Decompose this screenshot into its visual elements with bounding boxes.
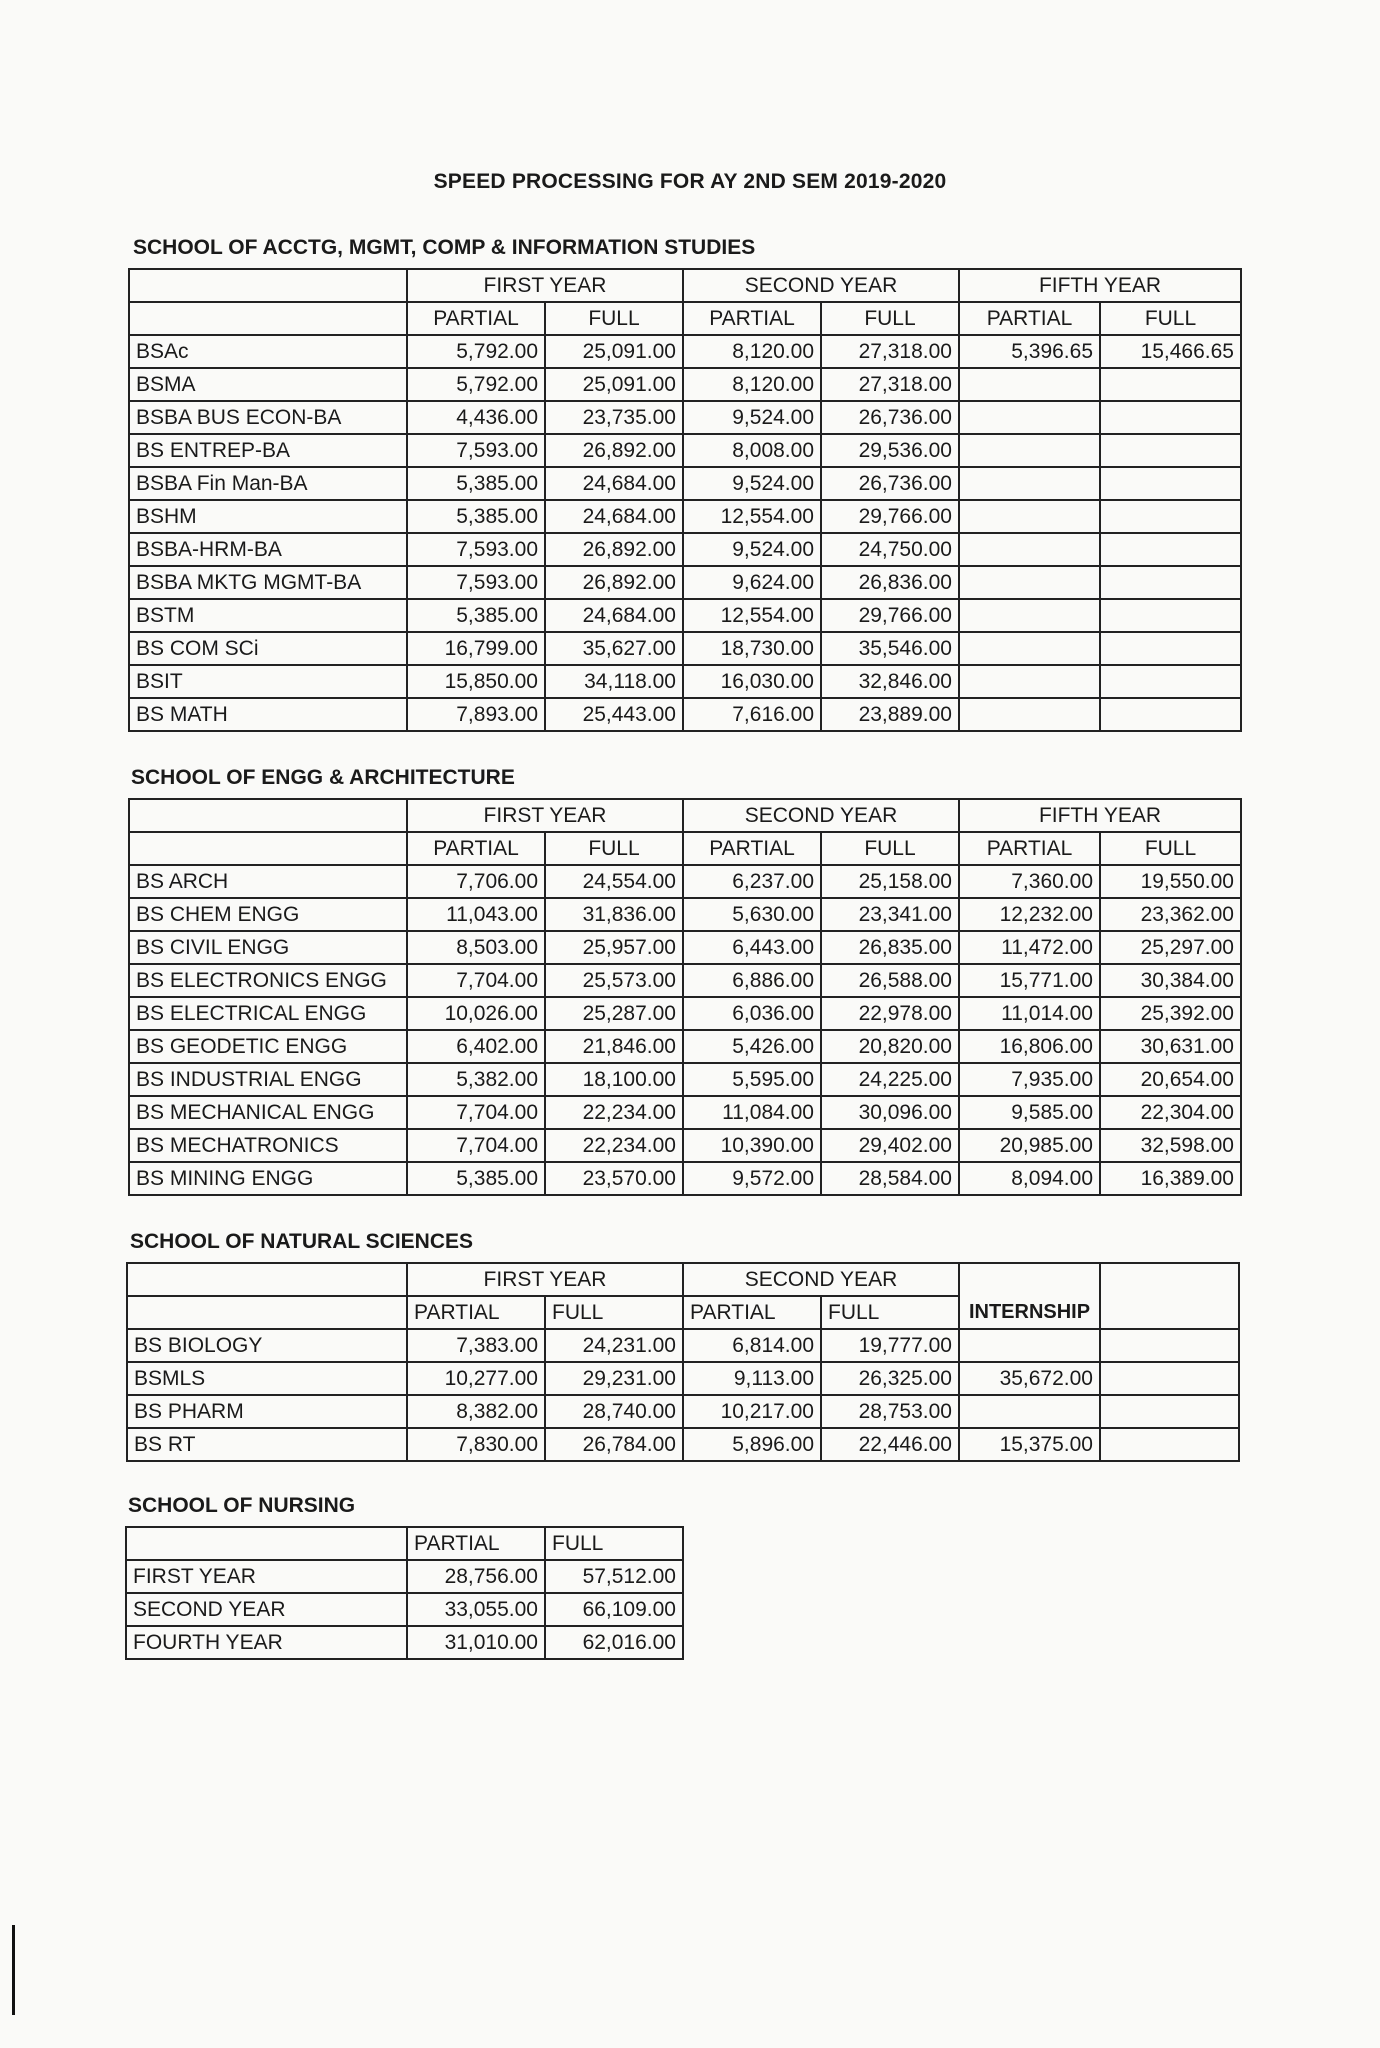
fee-cell xyxy=(959,500,1100,533)
fee-cell: 26,892.00 xyxy=(545,434,683,467)
table-row xyxy=(126,1560,683,1593)
table-row xyxy=(129,566,1241,599)
fee-cell: 16,806.00 xyxy=(959,1030,1100,1063)
fee-cell: 8,120.00 xyxy=(683,335,821,368)
fee-cell: 26,892.00 xyxy=(545,566,683,599)
table-row xyxy=(129,898,1241,931)
column-header: FULL xyxy=(1100,832,1241,865)
fee-cell: 9,524.00 xyxy=(683,401,821,434)
fee-cell: 8,382.00 xyxy=(407,1395,545,1428)
fee-cell: 21,846.00 xyxy=(545,1030,683,1063)
fee-cell: 8,120.00 xyxy=(683,368,821,401)
fee-cell: 7,360.00 xyxy=(959,865,1100,898)
fee-cell: 9,524.00 xyxy=(683,467,821,500)
fee-cell: 7,593.00 xyxy=(407,533,545,566)
program-name: BSBA-HRM-BA xyxy=(129,533,407,566)
group-header: FIFTH YEAR xyxy=(959,269,1241,302)
fee-cell: 22,234.00 xyxy=(545,1129,683,1162)
fee-cell xyxy=(959,698,1100,731)
table-row xyxy=(129,533,1241,566)
empty-cell xyxy=(1100,1428,1239,1461)
page-title: SPEED PROCESSING FOR AY 2ND SEM 2019-2020 xyxy=(433,170,947,193)
fee-cell: 25,392.00 xyxy=(1100,997,1241,1030)
fee-cell: 25,443.00 xyxy=(545,698,683,731)
program-name: SECOND YEAR xyxy=(126,1593,407,1626)
fee-cell: 9,113.00 xyxy=(683,1362,821,1395)
table-row xyxy=(129,368,1241,401)
program-name: BS MINING ENGG xyxy=(129,1162,407,1195)
column-header: FULL xyxy=(821,832,959,865)
fee-cell: 35,627.00 xyxy=(545,632,683,665)
fee-cell: 5,595.00 xyxy=(683,1063,821,1096)
fee-cell xyxy=(1100,632,1241,665)
program-name: BS COM SCi xyxy=(129,632,407,665)
fee-cell: 31,836.00 xyxy=(545,898,683,931)
program-name: BSMA xyxy=(129,368,407,401)
program-name: BS MATH xyxy=(129,698,407,731)
fee-cell: 5,382.00 xyxy=(407,1063,545,1096)
fee-cell: 4,436.00 xyxy=(407,401,545,434)
table-row xyxy=(129,434,1241,467)
column-header: FULL xyxy=(545,302,683,335)
fee-cell: 15,466.65 xyxy=(1100,335,1241,368)
fee-cell: 23,735.00 xyxy=(545,401,683,434)
table-subheader-row xyxy=(129,302,1241,335)
header-blank xyxy=(127,1296,407,1329)
fee-cell: 9,585.00 xyxy=(959,1096,1100,1129)
column-header: PARTIAL xyxy=(683,1296,821,1329)
fee-cell: 25,091.00 xyxy=(545,368,683,401)
fee-cell: 19,550.00 xyxy=(1100,865,1241,898)
column-header: PARTIAL xyxy=(959,832,1100,865)
fee-cell: 30,096.00 xyxy=(821,1096,959,1129)
fee-cell xyxy=(1100,500,1241,533)
fee-cell: 7,893.00 xyxy=(407,698,545,731)
fee-cell: 10,217.00 xyxy=(683,1395,821,1428)
table-header-row xyxy=(129,799,1241,832)
fee-cell: 26,784.00 xyxy=(545,1428,683,1461)
fee-cell: 9,572.00 xyxy=(683,1162,821,1195)
section-heading-natsci: SCHOOL OF NATURAL SCIENCES xyxy=(130,1230,474,1253)
fee-cell: 5,385.00 xyxy=(407,1162,545,1195)
table-acctg xyxy=(128,268,1242,732)
table-row xyxy=(129,401,1241,434)
table-header-row xyxy=(127,1263,1239,1296)
fee-cell: 29,231.00 xyxy=(545,1362,683,1395)
fee-cell: 23,341.00 xyxy=(821,898,959,931)
column-header: PARTIAL xyxy=(959,302,1100,335)
fee-cell: 9,524.00 xyxy=(683,533,821,566)
fee-cell: 5,630.00 xyxy=(683,898,821,931)
program-name: BS RT xyxy=(127,1428,407,1461)
fee-cell: 25,573.00 xyxy=(545,964,683,997)
empty-cell xyxy=(1100,1362,1239,1395)
fee-cell xyxy=(1100,665,1241,698)
table-row xyxy=(129,1096,1241,1129)
fee-cell: 6,886.00 xyxy=(683,964,821,997)
fee-cell: 20,985.00 xyxy=(959,1129,1100,1162)
fee-cell: 7,593.00 xyxy=(407,566,545,599)
fee-cell: 6,402.00 xyxy=(407,1030,545,1063)
fee-cell: 8,094.00 xyxy=(959,1162,1100,1195)
fee-cell: 20,820.00 xyxy=(821,1030,959,1063)
program-name: FIRST YEAR xyxy=(126,1560,407,1593)
table-natsci xyxy=(126,1262,1240,1462)
fee-cell: 5,385.00 xyxy=(407,467,545,500)
fee-cell: 10,390.00 xyxy=(683,1129,821,1162)
table-row xyxy=(129,865,1241,898)
fee-cell: 27,318.00 xyxy=(821,368,959,401)
column-header: PARTIAL xyxy=(407,302,545,335)
column-header: PARTIAL xyxy=(683,832,821,865)
program-name: BSMLS xyxy=(127,1362,407,1395)
fee-cell: 29,402.00 xyxy=(821,1129,959,1162)
fee-cell: 8,503.00 xyxy=(407,931,545,964)
table-row xyxy=(129,665,1241,698)
table-engg xyxy=(128,798,1242,1196)
fee-cell: 11,472.00 xyxy=(959,931,1100,964)
fee-cell: 6,814.00 xyxy=(683,1329,821,1362)
fee-cell xyxy=(959,566,1100,599)
fee-cell: 34,118.00 xyxy=(545,665,683,698)
header-blank xyxy=(129,832,407,865)
fee-cell: 11,014.00 xyxy=(959,997,1100,1030)
fee-cell: 5,792.00 xyxy=(407,368,545,401)
table-row xyxy=(129,1063,1241,1096)
table-header-row xyxy=(129,269,1241,302)
program-name: BS ELECTRICAL ENGG xyxy=(129,997,407,1030)
program-name: BSBA Fin Man-BA xyxy=(129,467,407,500)
fee-cell xyxy=(959,467,1100,500)
program-name: BS BIOLOGY xyxy=(127,1329,407,1362)
fee-cell: 27,318.00 xyxy=(821,335,959,368)
section-heading-nursing: SCHOOL OF NURSING xyxy=(128,1494,356,1517)
fee-cell: 5,396.65 xyxy=(959,335,1100,368)
program-name: BS CIVIL ENGG xyxy=(129,931,407,964)
column-header: PARTIAL xyxy=(407,1527,545,1560)
fee-cell: 5,426.00 xyxy=(683,1030,821,1063)
fee-cell: 28,756.00 xyxy=(407,1560,545,1593)
section-heading-acctg: SCHOOL OF ACCTG, MGMT, COMP & INFORMATION STUDIES xyxy=(133,236,756,259)
fee-cell: 25,957.00 xyxy=(545,931,683,964)
program-name: BS ARCH xyxy=(129,865,407,898)
fee-cell: 7,935.00 xyxy=(959,1063,1100,1096)
fee-cell xyxy=(1100,533,1241,566)
table-row xyxy=(127,1395,1239,1428)
fee-cell: 7,704.00 xyxy=(407,964,545,997)
table-row xyxy=(129,1162,1241,1195)
program-name: BSTM xyxy=(129,599,407,632)
fee-cell: 26,892.00 xyxy=(545,533,683,566)
group-header: FIRST YEAR xyxy=(407,1263,683,1296)
program-name: BSBA MKTG MGMT-BA xyxy=(129,566,407,599)
fee-cell xyxy=(959,1329,1100,1362)
program-name: BS GEODETIC ENGG xyxy=(129,1030,407,1063)
fee-cell: 30,384.00 xyxy=(1100,964,1241,997)
column-header: FULL xyxy=(821,302,959,335)
fee-cell: 62,016.00 xyxy=(545,1626,683,1659)
fee-cell: 10,277.00 xyxy=(407,1362,545,1395)
header-blank xyxy=(126,1527,407,1560)
fee-cell xyxy=(959,665,1100,698)
fee-cell: 24,231.00 xyxy=(545,1329,683,1362)
fee-cell: 29,536.00 xyxy=(821,434,959,467)
program-name: BS MECHATRONICS xyxy=(129,1129,407,1162)
fee-cell xyxy=(1100,698,1241,731)
fee-cell: 26,836.00 xyxy=(821,566,959,599)
fee-cell: 26,736.00 xyxy=(821,401,959,434)
fee-cell: 22,446.00 xyxy=(821,1428,959,1461)
fee-cell: 16,799.00 xyxy=(407,632,545,665)
program-name: BSAc xyxy=(129,335,407,368)
fee-cell: 7,704.00 xyxy=(407,1096,545,1129)
fee-cell: 31,010.00 xyxy=(407,1626,545,1659)
program-name: BSHM xyxy=(129,500,407,533)
fee-cell: 12,554.00 xyxy=(683,599,821,632)
empty-cell xyxy=(1100,1329,1239,1362)
table-row xyxy=(129,632,1241,665)
table-body xyxy=(129,865,1241,1195)
program-name: BS PHARM xyxy=(127,1395,407,1428)
program-name: BS CHEM ENGG xyxy=(129,898,407,931)
fee-cell: 16,030.00 xyxy=(683,665,821,698)
fee-cell: 23,570.00 xyxy=(545,1162,683,1195)
group-header: FIRST YEAR xyxy=(407,269,683,302)
fee-cell: 24,554.00 xyxy=(545,865,683,898)
column-header: FULL xyxy=(545,1527,683,1560)
fee-cell: 23,889.00 xyxy=(821,698,959,731)
group-header: SECOND YEAR xyxy=(683,1263,959,1296)
fee-cell: 7,383.00 xyxy=(407,1329,545,1362)
table-row xyxy=(129,467,1241,500)
table-body xyxy=(126,1560,683,1659)
fee-cell: 24,225.00 xyxy=(821,1063,959,1096)
fee-cell xyxy=(959,533,1100,566)
table-row xyxy=(126,1626,683,1659)
fee-cell: 30,631.00 xyxy=(1100,1030,1241,1063)
fee-cell: 8,008.00 xyxy=(683,434,821,467)
fee-cell: 24,684.00 xyxy=(545,467,683,500)
table-body xyxy=(127,1329,1239,1461)
fee-cell: 12,232.00 xyxy=(959,898,1100,931)
group-header: SECOND YEAR xyxy=(683,799,959,832)
fee-cell: 6,443.00 xyxy=(683,931,821,964)
fee-cell: 28,584.00 xyxy=(821,1162,959,1195)
fee-cell xyxy=(1100,368,1241,401)
program-name: BS INDUSTRIAL ENGG xyxy=(129,1063,407,1096)
table-subheader-row xyxy=(126,1527,683,1560)
fee-cell: 5,385.00 xyxy=(407,500,545,533)
program-name: BS ELECTRONICS ENGG xyxy=(129,964,407,997)
fee-cell xyxy=(1100,434,1241,467)
fee-cell: 22,304.00 xyxy=(1100,1096,1241,1129)
table-row xyxy=(129,997,1241,1030)
program-name: FOURTH YEAR xyxy=(126,1626,407,1659)
fee-cell: 12,554.00 xyxy=(683,500,821,533)
table-row xyxy=(126,1593,683,1626)
fee-cell: 26,736.00 xyxy=(821,467,959,500)
column-header: FULL xyxy=(545,1296,683,1329)
fee-cell: 5,385.00 xyxy=(407,599,545,632)
fee-cell: 26,588.00 xyxy=(821,964,959,997)
table-body xyxy=(129,335,1241,731)
fee-cell: 7,706.00 xyxy=(407,865,545,898)
fee-cell: 11,043.00 xyxy=(407,898,545,931)
table-row xyxy=(129,335,1241,368)
fee-cell: 20,654.00 xyxy=(1100,1063,1241,1096)
header-blank xyxy=(129,269,407,302)
fee-cell: 6,237.00 xyxy=(683,865,821,898)
fee-cell: 32,598.00 xyxy=(1100,1129,1241,1162)
fee-cell: 15,771.00 xyxy=(959,964,1100,997)
empty-cell xyxy=(1100,1395,1239,1428)
fee-cell: 7,830.00 xyxy=(407,1428,545,1461)
fee-cell: 23,362.00 xyxy=(1100,898,1241,931)
fee-cell: 28,740.00 xyxy=(545,1395,683,1428)
program-name: BS ENTREP-BA xyxy=(129,434,407,467)
table-row xyxy=(129,698,1241,731)
fee-cell: 35,672.00 xyxy=(959,1362,1100,1395)
table-row xyxy=(129,1030,1241,1063)
column-header: FULL xyxy=(1100,302,1241,335)
table-row xyxy=(127,1428,1239,1461)
fee-cell: 29,766.00 xyxy=(821,599,959,632)
fee-cell: 32,846.00 xyxy=(821,665,959,698)
table-row xyxy=(129,1129,1241,1162)
fee-cell: 22,978.00 xyxy=(821,997,959,1030)
header-blank xyxy=(129,302,407,335)
table-nursing xyxy=(125,1526,684,1660)
fee-cell: 29,766.00 xyxy=(821,500,959,533)
fee-cell: 19,777.00 xyxy=(821,1329,959,1362)
fee-cell: 5,792.00 xyxy=(407,335,545,368)
fee-cell xyxy=(959,434,1100,467)
fee-cell: 25,158.00 xyxy=(821,865,959,898)
fee-cell: 24,684.00 xyxy=(545,599,683,632)
table-row xyxy=(129,931,1241,964)
fee-cell xyxy=(1100,599,1241,632)
fee-cell: 25,091.00 xyxy=(545,335,683,368)
fee-cell: 5,896.00 xyxy=(683,1428,821,1461)
table-row xyxy=(129,599,1241,632)
program-name: BSIT xyxy=(129,665,407,698)
program-name: BSBA BUS ECON-BA xyxy=(129,401,407,434)
fee-cell: 7,616.00 xyxy=(683,698,821,731)
fee-cell: 10,026.00 xyxy=(407,997,545,1030)
margin-mark xyxy=(12,1925,15,2015)
program-name: BS MECHANICAL ENGG xyxy=(129,1096,407,1129)
table-row xyxy=(127,1362,1239,1395)
column-header: FULL xyxy=(821,1296,959,1329)
column-header: PARTIAL xyxy=(683,302,821,335)
fee-cell: 24,684.00 xyxy=(545,500,683,533)
fee-cell: 7,704.00 xyxy=(407,1129,545,1162)
fee-cell: 9,624.00 xyxy=(683,566,821,599)
fee-cell: 22,234.00 xyxy=(545,1096,683,1129)
fee-cell: 6,036.00 xyxy=(683,997,821,1030)
fee-cell: 33,055.00 xyxy=(407,1593,545,1626)
table-row xyxy=(129,964,1241,997)
fee-cell xyxy=(959,1395,1100,1428)
table-subheader-row xyxy=(129,832,1241,865)
column-header: FULL xyxy=(545,832,683,865)
fee-cell: 35,546.00 xyxy=(821,632,959,665)
column-header-internship: INTERNSHIP xyxy=(959,1263,1100,1329)
column-header: PARTIAL xyxy=(407,832,545,865)
fee-cell: 15,375.00 xyxy=(959,1428,1100,1461)
fee-cell: 24,750.00 xyxy=(821,533,959,566)
fee-cell: 26,835.00 xyxy=(821,931,959,964)
fee-cell: 25,297.00 xyxy=(1100,931,1241,964)
section-heading-engg: SCHOOL OF ENGG & ARCHITECTURE xyxy=(131,766,515,789)
fee-cell: 18,730.00 xyxy=(683,632,821,665)
fee-cell: 7,593.00 xyxy=(407,434,545,467)
fee-cell: 16,389.00 xyxy=(1100,1162,1241,1195)
fee-cell: 57,512.00 xyxy=(545,1560,683,1593)
fee-cell: 28,753.00 xyxy=(821,1395,959,1428)
fee-cell xyxy=(959,632,1100,665)
fee-cell: 18,100.00 xyxy=(545,1063,683,1096)
table-row xyxy=(127,1329,1239,1362)
fee-cell: 26,325.00 xyxy=(821,1362,959,1395)
fee-cell: 25,287.00 xyxy=(545,997,683,1030)
fee-cell: 11,084.00 xyxy=(683,1096,821,1129)
fee-cell xyxy=(959,368,1100,401)
group-header: SECOND YEAR xyxy=(683,269,959,302)
group-header: FIFTH YEAR xyxy=(959,799,1241,832)
fee-cell xyxy=(959,401,1100,434)
fee-cell: 66,109.00 xyxy=(545,1593,683,1626)
header-blank xyxy=(129,799,407,832)
fee-cell xyxy=(1100,401,1241,434)
fee-cell xyxy=(1100,467,1241,500)
fee-cell xyxy=(959,599,1100,632)
header-blank xyxy=(127,1263,407,1296)
header-blank xyxy=(1100,1263,1239,1329)
fee-cell xyxy=(1100,566,1241,599)
group-header: FIRST YEAR xyxy=(407,799,683,832)
fee-cell: 15,850.00 xyxy=(407,665,545,698)
table-row xyxy=(129,500,1241,533)
column-header: PARTIAL xyxy=(407,1296,545,1329)
